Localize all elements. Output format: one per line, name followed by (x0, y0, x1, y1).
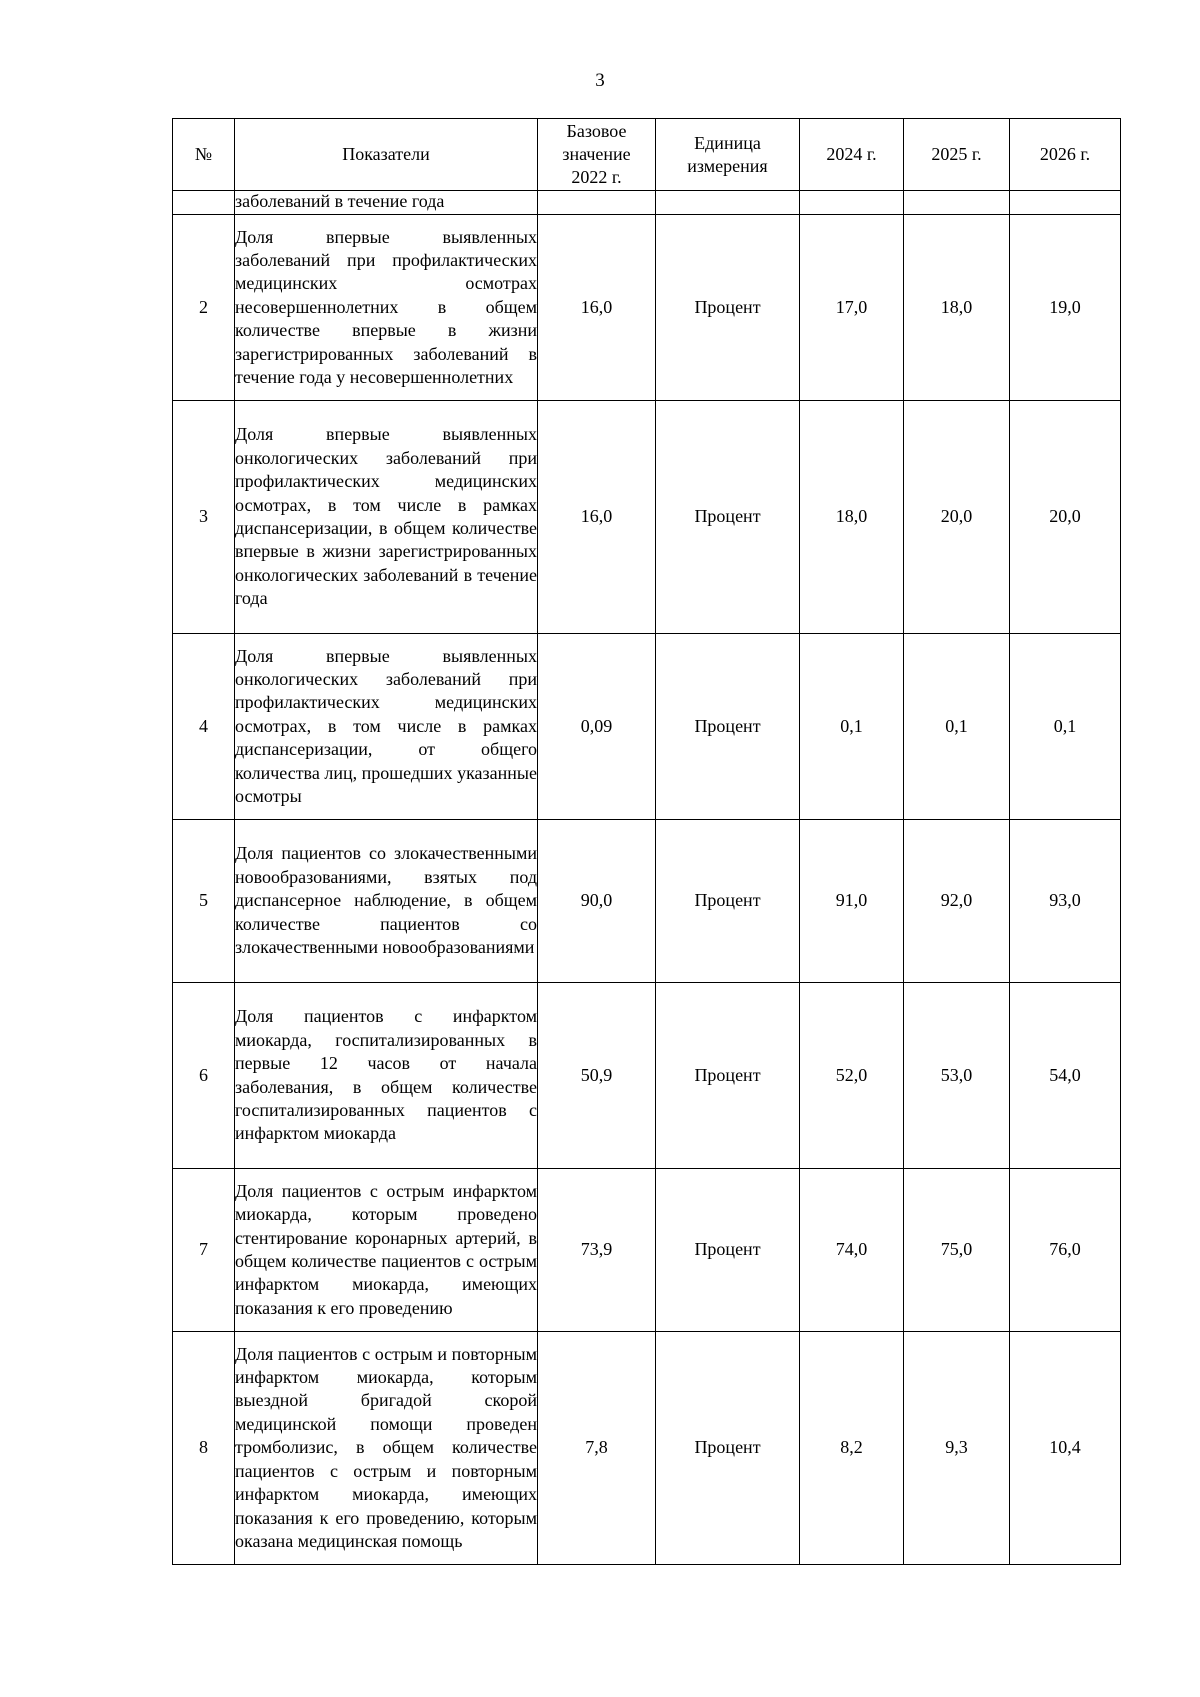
header-unit (656, 119, 800, 191)
cell-num: 7 (173, 1169, 235, 1332)
cell-indicator: Доля впервые выявленных онкологических заболеваний при профилактических медицинских осмотрах, в том числе в рамках диспансеризации, в общем количестве впервые в жизни зарегистрированных онкологических заболеваний в течение года (235, 401, 538, 634)
header-base-line3: 2022 г. (571, 167, 622, 187)
cell-base: 73,9 (538, 1169, 656, 1332)
table-row (173, 983, 1121, 1169)
header-base-line2: значение (562, 144, 631, 164)
header-unit-line2: измерения (687, 155, 768, 176)
cell-num: 5 (173, 820, 235, 983)
table-header-row (173, 119, 1121, 191)
cell-2026: 0,1 (1010, 634, 1121, 820)
cell-2025: 20,0 (904, 401, 1010, 634)
header-2026: 2026 г. (1010, 119, 1121, 191)
cell-2025: 9,3 (904, 1332, 1010, 1565)
cell-unit: Процент (656, 1332, 800, 1565)
cell-2025: 18,0 (904, 215, 1010, 401)
cell-2024: 18,0 (800, 401, 904, 634)
cell-2026: 93,0 (1010, 820, 1121, 983)
cell-2024 (800, 191, 904, 215)
cell-num: 8 (173, 1332, 235, 1565)
cell-unit: Процент (656, 215, 800, 401)
cell-2024: 52,0 (800, 983, 904, 1169)
cell-num: 6 (173, 983, 235, 1169)
cell-2026: 10,4 (1010, 1332, 1121, 1565)
cell-unit: Процент (656, 820, 800, 983)
cell-indicator: Доля впервые выявленных заболеваний при профилактических медицинских осмотрах несовершеннолетних в общем количестве впервые в жизни зарегистрированных заболеваний в течение года у несовершеннолетних (235, 215, 538, 401)
table-row (173, 634, 1121, 820)
table-row (173, 215, 1121, 401)
cell-base: 16,0 (538, 401, 656, 634)
table-row (173, 401, 1121, 634)
cell-num: 4 (173, 634, 235, 820)
table-row (173, 1332, 1121, 1565)
cell-2024: 8,2 (800, 1332, 904, 1565)
cell-indicator: Доля впервые выявленных онкологических заболеваний при профилактических медицинских осмотрах, в том числе в рамках диспансеризации, от общего количества лиц, прошедших указанные осмотры (235, 634, 538, 820)
continuation-text: заболеваний в течение года (235, 191, 538, 215)
cell-base: 90,0 (538, 820, 656, 983)
header-unit-line1: Единица (694, 132, 761, 153)
cell-2025: 0,1 (904, 634, 1010, 820)
page-number: 3 (595, 70, 605, 91)
header-base-line1: Базовое (566, 121, 627, 141)
cell-2024: 17,0 (800, 215, 904, 401)
cell-2024: 91,0 (800, 820, 904, 983)
cell-indicator: Доля пациентов с инфарктом миокарда, госпитализированных в первые 12 часов от начала заболевания, в общем количестве госпитализированных пациентов с инфарктом миокарда (235, 983, 538, 1169)
header-indicator: Показатели (235, 119, 538, 191)
cell-base (538, 191, 656, 215)
cell-unit: Процент (656, 983, 800, 1169)
cell-num (173, 191, 235, 215)
header-2025: 2025 г. (904, 119, 1010, 191)
cell-unit (656, 191, 800, 215)
cell-2026: 54,0 (1010, 983, 1121, 1169)
cell-unit: Процент (656, 401, 800, 634)
cell-2026: 76,0 (1010, 1169, 1121, 1332)
cell-unit: Процент (656, 634, 800, 820)
cell-2026: 20,0 (1010, 401, 1121, 634)
table-row (173, 820, 1121, 983)
cell-num: 2 (173, 215, 235, 401)
cell-2026: 19,0 (1010, 215, 1121, 401)
cell-2024: 74,0 (800, 1169, 904, 1332)
cell-base: 50,9 (538, 983, 656, 1169)
continuation-row (173, 191, 1121, 215)
header-num: № (173, 119, 235, 191)
cell-2025: 92,0 (904, 820, 1010, 983)
indicators-table (172, 118, 1121, 1565)
cell-indicator: Доля пациентов со злокачественными новообразованиями, взятых под диспансерное наблюдение, в общем количестве пациентов со злокачественными новообразованиями (235, 820, 538, 983)
cell-2025: 53,0 (904, 983, 1010, 1169)
cell-num: 3 (173, 401, 235, 634)
cell-unit: Процент (656, 1169, 800, 1332)
cell-base: 16,0 (538, 215, 656, 401)
cell-2025 (904, 191, 1010, 215)
table-row (173, 1169, 1121, 1332)
header-base-value (538, 119, 656, 191)
cell-base: 0,09 (538, 634, 656, 820)
cell-indicator: Доля пациентов с острым и повторным инфарктом миокарда, которым выездной бригадой скорой медицинской помощи проведен тромболизис, в общем количестве пациентов с острым и повторным инфарктом миокарда, имеющих показания к его проведению, которым оказана медицинская помощь (235, 1332, 538, 1565)
cell-indicator: Доля пациентов с острым инфарктом миокарда, которым проведено стентирование коронарных артерий, в общем количестве пациентов с острым инфарктом миокарда, имеющих показания к его проведению (235, 1169, 538, 1332)
cell-2024: 0,1 (800, 634, 904, 820)
cell-base: 7,8 (538, 1332, 656, 1565)
cell-2026 (1010, 191, 1121, 215)
cell-2025: 75,0 (904, 1169, 1010, 1332)
header-2024: 2024 г. (800, 119, 904, 191)
